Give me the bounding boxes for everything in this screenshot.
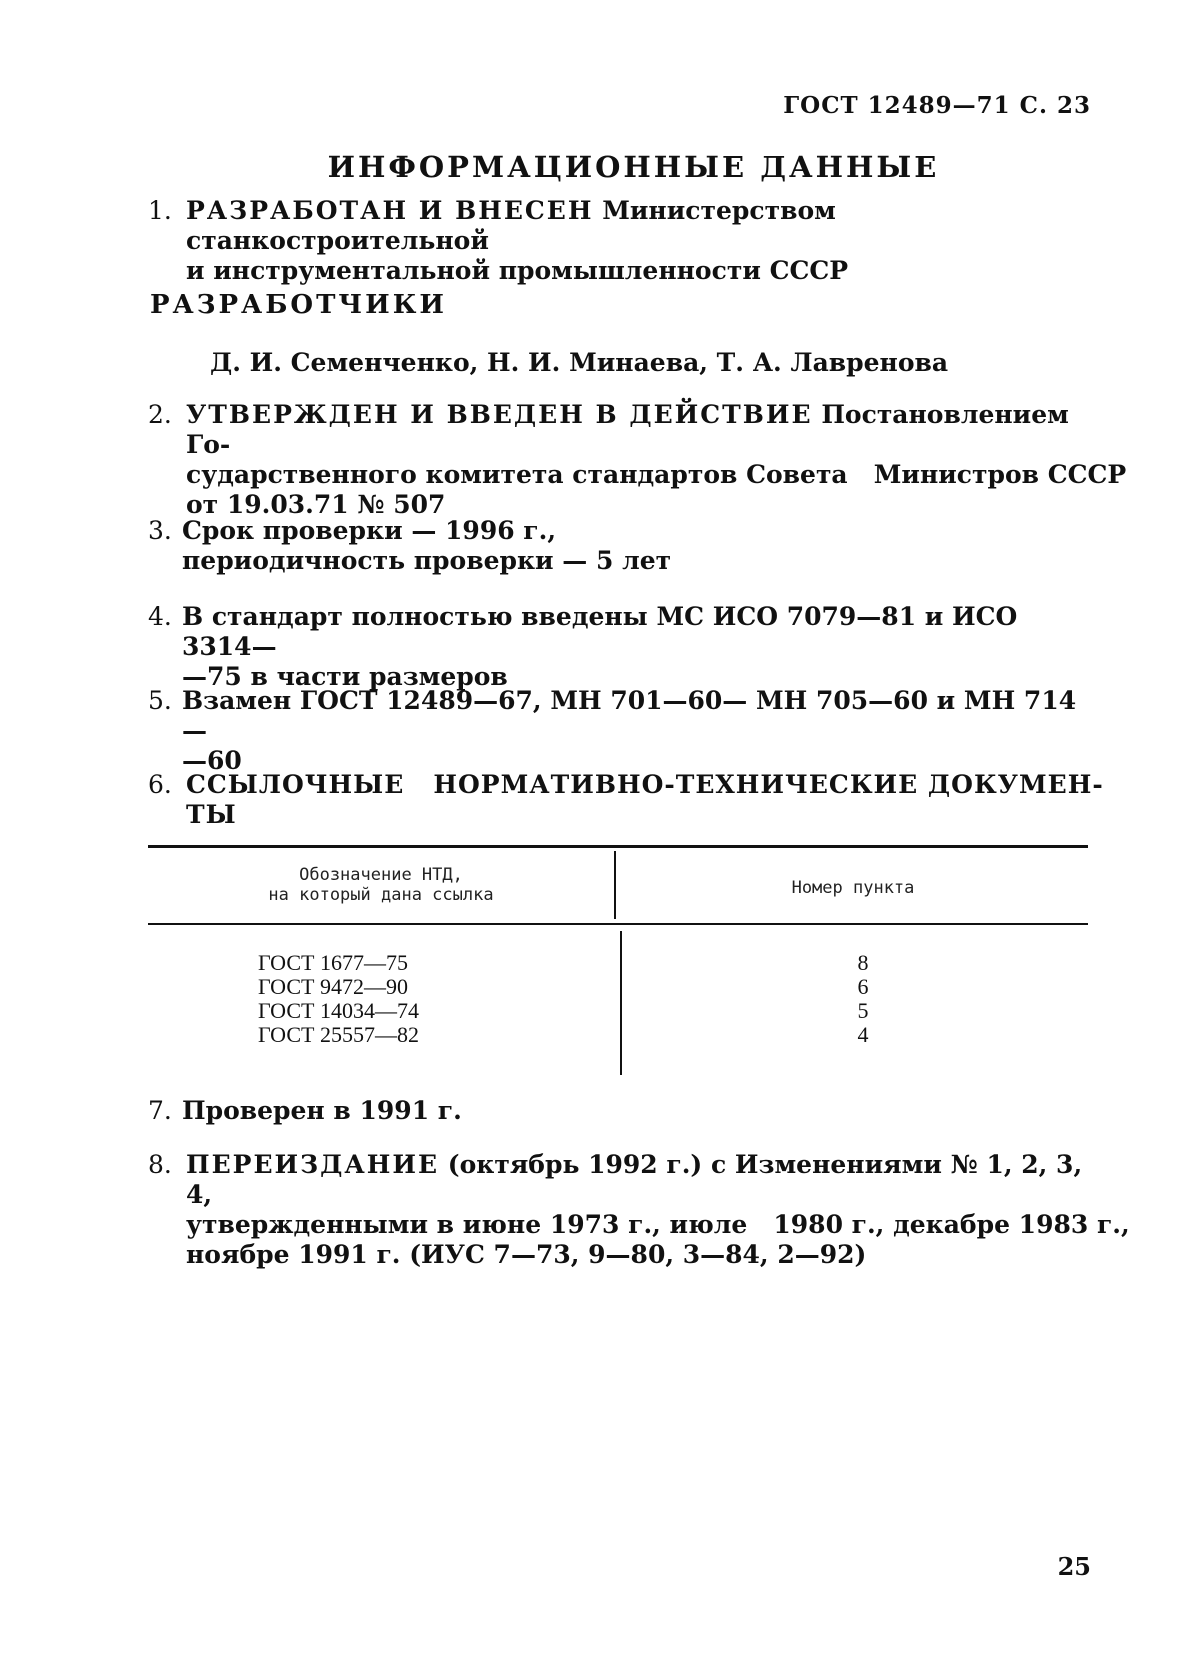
item-text: сударственного комитета стандартов Совета Министров СССР <box>186 460 1127 489</box>
table-cell-doc: ГОСТ 25557—82 <box>258 1022 419 1047</box>
header-text: на который дана ссылка <box>268 885 494 905</box>
table-cell-clause: 8 <box>857 950 869 975</box>
item-text: от 19.03.71 № 507 <box>186 490 446 519</box>
item-text: В стандарт полностью введены МС ИСО 7079—81 и ИСО 3314— <box>182 602 1018 661</box>
item-text: Срок проверки — 1996 г., <box>182 516 557 545</box>
table-top-rule <box>148 845 1088 848</box>
item-text: Взамен ГОСТ 12489—67, МН 701—60— МН 705—60 и МН 714— <box>182 686 1077 745</box>
table-body-divider <box>620 931 622 1075</box>
item-text: периодичность проверки — 5 лет <box>182 546 672 575</box>
table-column-clauses <box>848 951 878 1047</box>
item-text: ноябре 1991 г. (ИУС 7—73, 9—80, 3—84, 2—92) <box>186 1240 867 1269</box>
item-number: 3. <box>148 516 172 545</box>
table-header-divider <box>614 851 616 919</box>
item-text: ТЫ <box>186 800 237 829</box>
item-number: 8. <box>148 1150 172 1179</box>
info-item-2 <box>148 400 1127 520</box>
info-item-4 <box>148 602 1088 692</box>
item-text: Министерством станкостроительной <box>186 196 836 255</box>
item-lead: УТВЕРЖДЕН И ВВЕДЕН В ДЕЙСТВИЕ <box>186 400 813 429</box>
reference-documents-table <box>148 845 1088 1075</box>
item-text: Постановлением Го- <box>186 400 1069 459</box>
table-cell-doc: ГОСТ 1677—75 <box>258 950 408 975</box>
info-item-7 <box>148 1096 1088 1126</box>
table-column-documents <box>258 951 419 1047</box>
table-header-rule <box>148 923 1088 925</box>
table-header-document <box>148 865 614 905</box>
item-text: —75 в части размеров <box>182 662 508 691</box>
item-number: 6. <box>148 770 172 799</box>
info-item-6 <box>148 770 1104 830</box>
table-cell-clause: 6 <box>857 974 869 999</box>
item-number: 1. <box>148 196 172 225</box>
item-lead: РАЗРАБОТАН И ВНЕСЕН <box>186 196 594 225</box>
item-text: —60 <box>182 746 242 775</box>
table-cell-clause: 4 <box>857 1022 869 1047</box>
item-text: утвержденными в июне 1973 г., июле 1980 г., декабре 1983 г., <box>186 1210 1130 1239</box>
header-text: Обозначение НТД, <box>299 865 463 885</box>
item-number: 5. <box>148 686 172 715</box>
item-number: 2. <box>148 400 172 429</box>
page-number: 25 <box>1057 1552 1091 1581</box>
table-header-clause: Номер пункта <box>791 878 915 898</box>
item-text: ССЫЛОЧНЫЕ НОРМАТИВНО-ТЕХНИЧЕСКИЕ ДОКУМЕН- <box>186 770 1104 799</box>
developers-names: Д. И. Семенченко, Н. И. Минаева, Т. А. Лавренова <box>210 348 949 377</box>
item-lead: ПЕРЕИЗДАНИЕ <box>186 1150 440 1179</box>
info-item-5 <box>148 686 1088 776</box>
table-cell-clause: 5 <box>857 998 869 1023</box>
item-number: 7. <box>148 1096 172 1125</box>
developers-heading: РАЗРАБОТЧИКИ <box>150 290 447 320</box>
standard-reference-header: ГОСТ 12489—71 С. 23 <box>783 92 1091 119</box>
table-cell-doc: ГОСТ 14034—74 <box>258 998 419 1023</box>
info-item-3 <box>148 516 1088 576</box>
info-item-1 <box>148 196 1088 286</box>
item-number: 4. <box>148 602 172 631</box>
info-item-8 <box>148 1150 1130 1270</box>
item-text: (октябрь 1992 г.) с Изменениями № 1, 2, 3, 4, <box>186 1150 1083 1209</box>
item-text: и инструментальной промышленности СССР <box>186 256 849 285</box>
page-title: ИНФОРМАЦИОННЫЕ ДАННЫЕ <box>327 150 940 184</box>
table-cell-doc: ГОСТ 9472—90 <box>258 974 408 999</box>
item-text: Проверен в 1991 г. <box>182 1096 462 1125</box>
